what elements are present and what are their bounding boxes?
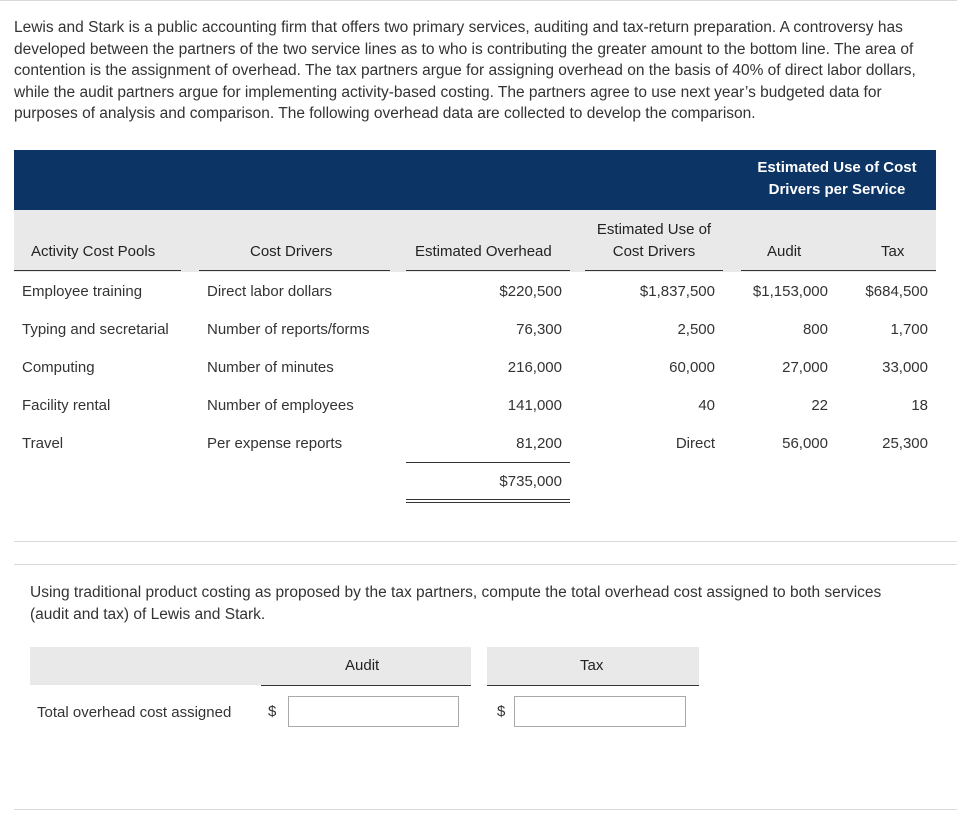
cell-use: 60,000 (669, 359, 715, 376)
cell-tax: 33,000 (882, 359, 928, 376)
dollar-sign: $ (497, 703, 506, 720)
cell-tax: 25,300 (882, 435, 928, 452)
section-divider (14, 564, 957, 565)
cell-use: $1,837,500 (639, 283, 715, 300)
answer-header-band (30, 647, 471, 685)
total-double-underline (406, 499, 570, 500)
cell-driver: Direct labor dollars (207, 283, 333, 300)
answer-header-underline (261, 685, 471, 686)
cell-overhead: 141,000 (507, 397, 562, 414)
cell-overhead: 216,000 (507, 359, 562, 376)
cell-tax: $684,500 (865, 283, 928, 300)
col-header-estimated-overhead: Estimated Overhead (415, 243, 552, 260)
cell-use: Direct (675, 435, 715, 452)
cell-audit: 800 (802, 321, 828, 338)
section-divider (14, 541, 957, 542)
cell-use: 2,500 (677, 321, 715, 338)
col-header-estimated-use: Estimated Use of Cost Drivers (596, 221, 712, 260)
total-overhead: $735,000 (499, 473, 562, 490)
col-header-tax: Tax (881, 243, 905, 260)
cell-overhead: $220,500 (499, 283, 562, 300)
total-double-underline (406, 502, 570, 503)
bottom-divider (14, 809, 957, 810)
cell-driver: Per expense reports (207, 435, 343, 452)
header-underline (406, 270, 570, 271)
cell-pool: Typing and secretarial (22, 321, 169, 338)
top-divider (0, 0, 957, 1)
cell-pool: Facility rental (22, 397, 111, 414)
cell-driver: Number of employees (207, 397, 354, 414)
answer-col-audit: Audit (345, 657, 380, 674)
cell-tax: 1,700 (890, 321, 928, 338)
col-header-activity-cost-pools: Activity Cost Pools (31, 243, 156, 260)
header-underline (14, 270, 181, 271)
cell-pool: Computing (22, 359, 95, 376)
answer-row-label: Total overhead cost assigned (37, 704, 232, 721)
cell-driver: Number of reports/forms (207, 321, 370, 338)
col-header-audit: Audit (767, 243, 802, 260)
problem-intro: Lewis and Stark is a public accounting firm that offers two primary services, auditing and tax-return preparation. A controversy has developed between the partners of the two service lines as to who is contributing the greater amount to the bottom line. The area of contention is the assignment of overhead. The tax partners argue for assigning overhead on the basis of 40% of direct labor dollars, while the audit partners argue for implementing activity-based costing. The partners agree to use next year’s budgeted data for purposes of analysis and comparison. The following overhead data are collected to develop the comparison. (14, 19, 916, 122)
audit-overhead-input[interactable] (288, 696, 459, 727)
cell-audit: $1,153,000 (752, 283, 828, 300)
cell-pool: Travel (22, 435, 64, 452)
cell-overhead: 76,300 (516, 321, 562, 338)
group-header-cost-drivers-per-service: Estimated Use of Cost Drivers per Service (757, 159, 917, 198)
col-header-cost-drivers: Cost Drivers (250, 243, 333, 260)
cell-audit: 22 (811, 397, 828, 414)
cell-tax: 18 (911, 397, 928, 414)
cell-audit: 56,000 (782, 435, 828, 452)
question-text: Using traditional product costing as proposed by the tax partners, compute the total overhead cost assigned to both services (audit and tax) of Lewis and Stark. (30, 584, 882, 623)
answer-col-tax: Tax (580, 657, 604, 674)
cell-use: 40 (698, 397, 715, 414)
tax-overhead-input[interactable] (514, 696, 686, 727)
header-underline (585, 270, 723, 271)
subtotal-underline (406, 462, 570, 463)
header-underline (741, 270, 936, 271)
header-underline (199, 270, 390, 271)
dollar-sign: $ (268, 703, 277, 720)
answer-header-underline (487, 685, 699, 686)
cell-driver: Number of minutes (207, 359, 334, 376)
cell-audit: 27,000 (782, 359, 828, 376)
cell-pool: Employee training (22, 283, 143, 300)
cell-overhead: 81,200 (516, 435, 562, 452)
